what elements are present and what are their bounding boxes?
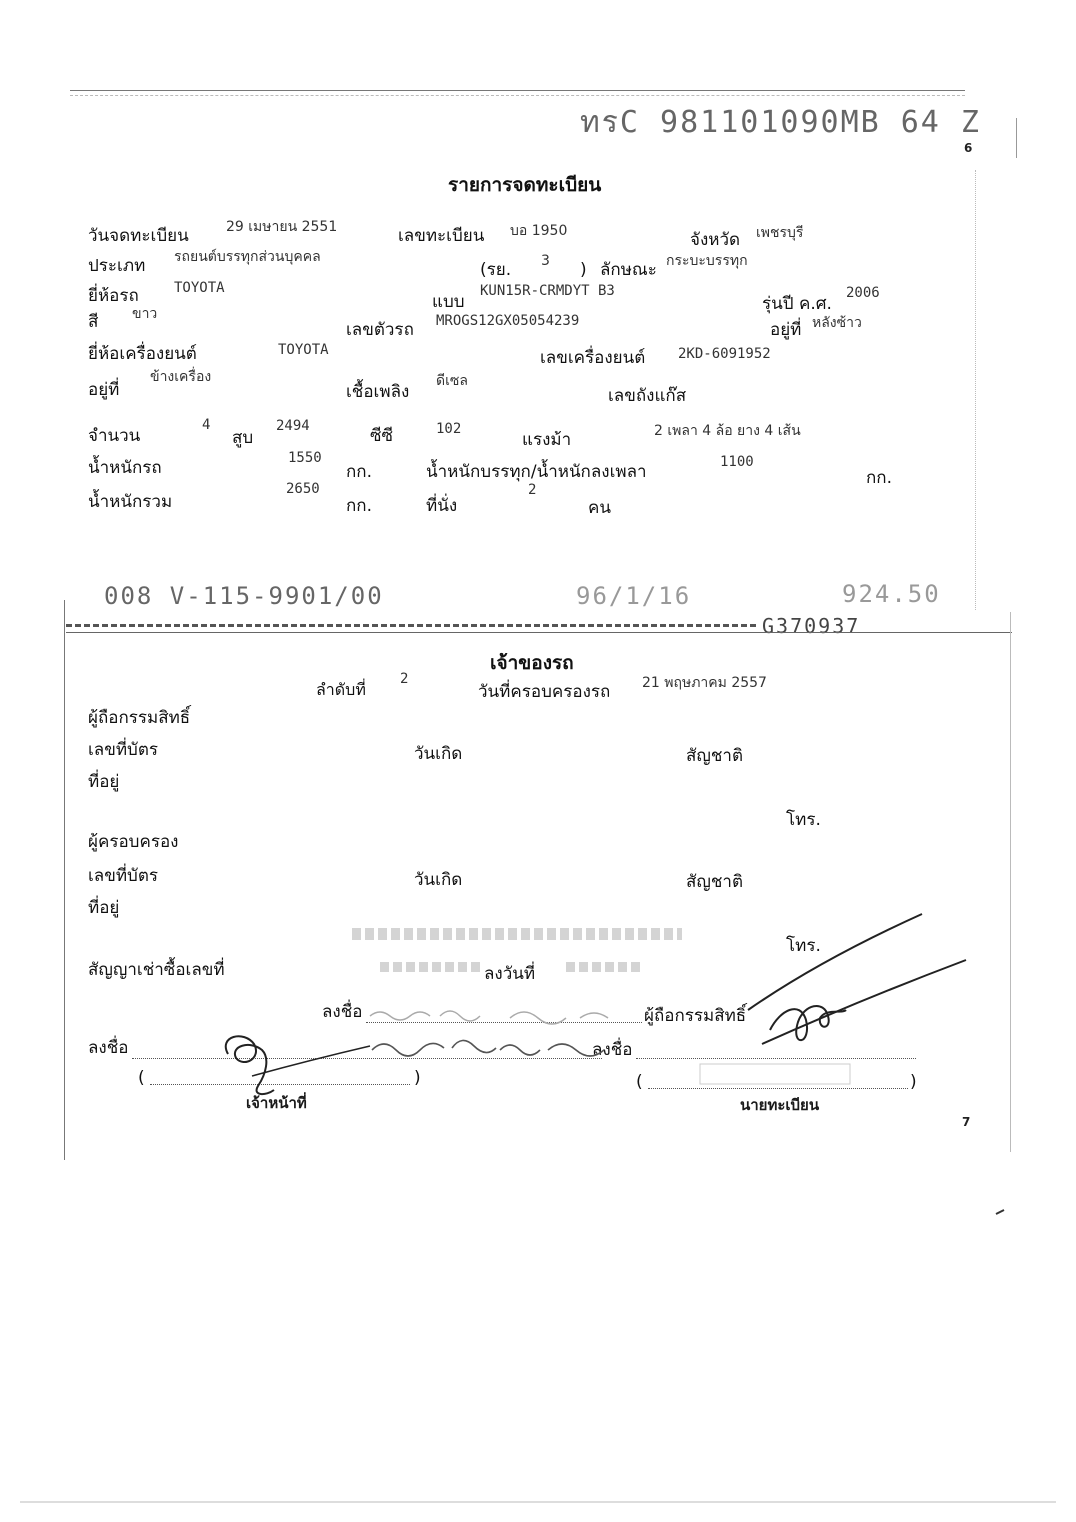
- reg-date-label: วันจดทะเบียน: [88, 226, 189, 246]
- year-value: 2006: [846, 285, 880, 301]
- possess-date-value: 21 พฤษภาคม 2557: [642, 675, 767, 691]
- lease-label: สัญญาเช่าซื้อเลขที่: [88, 960, 225, 980]
- year-label: รุ่นปี ค.ศ.: [762, 294, 832, 314]
- cc-label: ซีซี: [370, 426, 394, 446]
- officer-paren-close: ): [414, 1068, 421, 1088]
- color-label: สี: [88, 312, 99, 332]
- model-value: KUN15R-CRMDYT B3: [480, 283, 615, 299]
- engine-location-value: ข้างเครื่อง: [150, 369, 212, 385]
- owner-title: เจ้าของรถ: [490, 652, 574, 674]
- brand-value: TOYOTA: [174, 280, 225, 296]
- ry-close: ): [580, 260, 587, 280]
- cylinder-label: สูบ: [232, 428, 254, 448]
- style-label: ลักษณะ: [600, 260, 657, 280]
- chassis-label: เลขตัวรถ: [346, 320, 414, 340]
- count-label: จำนวน: [88, 426, 141, 446]
- owner-label: ผู้ถือกรรมสิทธิ์: [88, 708, 191, 728]
- hp-value: 102: [436, 421, 462, 437]
- stamp-left: 008 V-115-9901/00: [104, 582, 384, 610]
- engine-brand-label: ยี่ห้อเครื่องยนต์: [88, 344, 197, 364]
- page-number-top: 6: [964, 141, 973, 155]
- seats-label: ที่นั่ง: [426, 496, 458, 516]
- top-rule-dashed: [70, 95, 965, 96]
- possessor-phone-label: โทร.: [786, 936, 821, 956]
- stamp-underline: [66, 624, 756, 627]
- section-divider: [66, 632, 1012, 633]
- owner-address-label: ที่อยู่: [88, 772, 120, 792]
- owner-id-label: เลขที่บัตร: [88, 740, 159, 760]
- chassis-value: MROGS12GX05054239: [436, 313, 580, 329]
- load-value: 1100: [720, 454, 754, 470]
- page-number-bottom: 7: [962, 1115, 971, 1129]
- owner-dob-label: วันเกิด: [414, 744, 463, 764]
- registrar-signed-label: ลงชื่อ: [592, 1040, 633, 1060]
- weight-label: น้ำหนักรถ: [88, 458, 162, 478]
- registrar-paren-open: (: [636, 1072, 643, 1092]
- province-label: จังหวัด: [690, 230, 741, 250]
- registrar-label: นายทะเบียน: [740, 1096, 820, 1114]
- registration-title: รายการจดทะเบียน: [448, 174, 602, 196]
- weight-value: 1550: [288, 450, 322, 466]
- plate-value: บอ 1950: [510, 223, 568, 239]
- lease-date-label: ลงวันที่: [484, 964, 536, 984]
- engine-no-label: เลขเครื่องยนต์: [540, 348, 646, 368]
- faint-watermark-line-1: [352, 928, 682, 940]
- top-rule: [70, 90, 965, 91]
- faint-watermark-line-3: [566, 962, 640, 972]
- officer-signature-line: [132, 1058, 602, 1059]
- pen-stroke-diagonal-2: [762, 960, 966, 1044]
- owner-signature-line: [366, 1022, 642, 1023]
- officer-label: เจ้าหน้าที่: [246, 1094, 307, 1112]
- type-value: รถยนต์บรรทุกส่วนบุคคล: [174, 249, 321, 265]
- ry-open: (รย.: [480, 260, 512, 280]
- fuel-label: เชื้อเพลิง: [346, 382, 410, 402]
- possessor-dob-label: วันเกิด: [414, 870, 463, 890]
- registrar-name-line: [648, 1088, 908, 1089]
- left-border-lower: [64, 600, 65, 1160]
- engine-no-value: 2KD-6091952: [678, 346, 771, 362]
- load-kg-label: กก.: [866, 468, 892, 488]
- possessor-address-label: ที่อยู่: [88, 898, 120, 918]
- order-label: ลำดับที่: [316, 680, 366, 699]
- owner-sig-label: ผู้ถือกรรมสิทธิ์: [644, 1006, 747, 1026]
- possessor-id-label: เลขที่บัตร: [88, 866, 159, 886]
- axle-value: 2 เพลา 4 ล้อ ยาง 4 เส้น: [654, 423, 801, 439]
- seats-value: 2: [528, 482, 537, 498]
- gross-label: น้ำหนักรวม: [88, 492, 173, 512]
- cc-value: 2494: [276, 418, 310, 434]
- registrar-signature-line: [636, 1058, 916, 1059]
- officer-paren-open: (: [138, 1068, 145, 1088]
- gas-tank-label: เลขถังแก๊ส: [608, 386, 687, 406]
- officer-signature: [226, 1036, 274, 1094]
- chassis-location-value: หลังซ้าว: [812, 315, 862, 331]
- hp-label: แรงม้า: [522, 430, 572, 450]
- officer-signature-tail: [252, 1046, 370, 1076]
- owner-signed-label: ลงชื่อ: [322, 1002, 363, 1022]
- possessor-label: ผู้ครอบครอง: [88, 832, 179, 852]
- gross-value: 2650: [286, 481, 320, 497]
- right-margin-line-top: [1016, 118, 1017, 158]
- right-dotted-edge: [975, 170, 976, 610]
- registrar-paren-close: ): [910, 1072, 917, 1092]
- style-value: กระบะบรรทุก: [666, 253, 748, 269]
- officer-name-line: [150, 1084, 410, 1085]
- reg-date-value: 29 เมษายน 2551: [226, 219, 338, 235]
- officer-signed-label: ลงชื่อ: [88, 1038, 129, 1058]
- fuel-value: ดีเซล: [436, 373, 468, 389]
- brand-label: ยี่ห้อรถ: [88, 286, 139, 306]
- stray-mark-right: [996, 1210, 1004, 1214]
- gross-kg-label: กก.: [346, 496, 372, 516]
- person-label: คน: [588, 498, 611, 518]
- faint-watermark-line-2: [380, 962, 480, 972]
- order-value: 2: [400, 671, 409, 687]
- owner-phone-label: โทร.: [786, 810, 821, 830]
- stamp-right: 924.50: [842, 580, 941, 608]
- possessor-nationality-label: สัญชาติ: [686, 872, 743, 892]
- header-code: ทรC 981101090MB 64 Z: [580, 105, 981, 140]
- weight-kg-label: กก.: [346, 462, 372, 482]
- model-label: แบบ: [432, 292, 465, 312]
- stamp-mid: 96/1/16: [576, 582, 692, 610]
- plate-label: เลขทะเบียน: [398, 226, 485, 246]
- cylinder-count-value: 4: [202, 417, 211, 433]
- province-value: เพชรบุรี: [756, 225, 804, 241]
- right-border-lower: [1010, 612, 1011, 1152]
- faint-stamp-box: [700, 1064, 850, 1084]
- stamp-code: G370937: [762, 614, 861, 638]
- ry-value: 3: [541, 253, 550, 269]
- owner-nationality-label: สัญชาติ: [686, 746, 743, 766]
- load-label: น้ำหนักบรรทุก/น้ำหนักลงเพลา: [426, 462, 647, 482]
- type-label: ประเภท: [88, 256, 146, 276]
- handwritten-name-registrar-line: [372, 1040, 604, 1056]
- color-value: ขาว: [132, 306, 158, 322]
- registrar-signature: [770, 1006, 846, 1040]
- chassis-at-label: อยู่ที่: [770, 320, 802, 340]
- possess-date-label: วันที่ครอบครองรถ: [478, 682, 611, 702]
- pen-stroke-diagonal-1: [748, 914, 922, 1010]
- engine-brand-value: TOYOTA: [278, 342, 329, 358]
- engine-at-label: อยู่ที่: [88, 380, 120, 400]
